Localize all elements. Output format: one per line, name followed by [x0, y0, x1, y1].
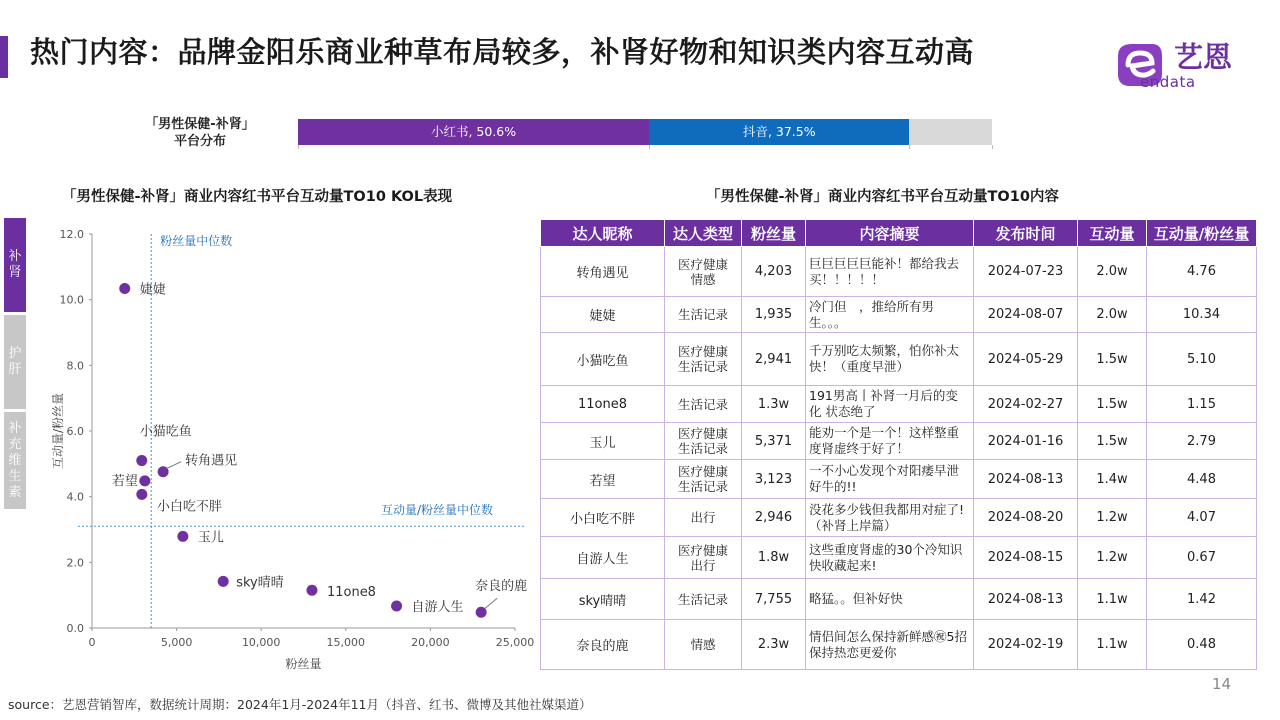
table-cell-type: 医疗健康 生活记录: [665, 423, 742, 460]
table-row: [541, 499, 1257, 537]
platform-bar-tick: [992, 145, 993, 149]
platform-segment-0: 小红书, 50.6%: [298, 119, 649, 145]
kol-point: [218, 576, 229, 587]
platform-distribution-label-line2: 平台分布: [173, 134, 226, 149]
table-cell-summary: 一不小心发现个对阳痿早泄好牛的!!: [806, 460, 974, 499]
table-header-cell: 互动量/粉丝量: [1147, 220, 1257, 247]
x-tick-label: 25,000: [495, 636, 535, 649]
table-header-cell: 粉丝量: [742, 220, 806, 247]
table-cell-summary: 能劝一个是一个！这样整重度肾虚终于好了！: [806, 423, 974, 460]
table-cell-type: 医疗健康 情感: [665, 247, 742, 297]
table-cell-summary: 巨巨巨巨巨能补！都给我去买！！！！！: [806, 247, 974, 297]
table-cell-summary: 这些重度肾虚的30个冷知识快收藏起来!: [806, 537, 974, 579]
kol-point-label: 11one8: [326, 585, 376, 601]
table-cell-date: 2024-08-13: [974, 460, 1078, 499]
kol-point-label: 小猫吃鱼: [139, 424, 192, 440]
table-cell-interact: 1.5w: [1078, 386, 1147, 423]
kol-point: [476, 607, 487, 618]
platform-bar-tick: [909, 145, 910, 149]
table-cell-fans: 2,946: [742, 499, 806, 537]
table-cell-fans: 1.3w: [742, 386, 806, 423]
kol-point-label: 小白吃不胖: [156, 499, 222, 515]
table-cell-type: 医疗健康 生活记录: [665, 333, 742, 386]
table-row: [541, 423, 1257, 460]
page-title: 热门内容：品牌金阳乐商业种草布局较多，补肾好物和知识类内容互动高: [30, 35, 975, 69]
source-note: source：艺恩营销智库，数据统计周期：2024年1月-2024年11月（抖音、红书、微博及其他社媒渠道）: [8, 697, 592, 712]
table-cell-ratio: 0.67: [1147, 537, 1257, 579]
table-row: [541, 579, 1257, 620]
table-cell-date: 2024-08-15: [974, 537, 1078, 579]
kol-point: [119, 283, 130, 294]
y-tick-label: 10.0: [59, 293, 84, 307]
platform-segment-1: 抖音, 37.5%: [649, 119, 909, 145]
table-cell-fans: 2,941: [742, 333, 806, 386]
table-cell-name: 奈良的鹿: [541, 620, 665, 670]
kol-point: [139, 475, 150, 486]
table-row: [541, 460, 1257, 499]
table-row: [541, 333, 1257, 386]
table-cell-summary: 情侣间怎么保持新鲜感㊗5招保持热恋更爱你: [806, 620, 974, 670]
table-row: [541, 386, 1257, 423]
table-cell-interact: 1.2w: [1078, 537, 1147, 579]
table-cell-summary: 没花多少钱但我都用对症了!（补肾上岸篇）: [806, 499, 974, 537]
table-row: [541, 620, 1257, 670]
y-tick-label: 2.0: [66, 556, 84, 570]
table-header-row: [541, 220, 1257, 247]
table-cell-date: 2024-08-07: [974, 297, 1078, 333]
table-cell-type: 生活记录: [665, 579, 742, 620]
y-tick-label: 6.0: [66, 425, 84, 438]
table-cell-name: 11one8: [541, 386, 665, 423]
table-cell-name: 自游人生: [541, 537, 665, 579]
table-cell-date: 2024-02-27: [974, 386, 1078, 423]
kol-label-leader: [166, 462, 181, 469]
table-cell-fans: 2.3w: [742, 620, 806, 670]
platform-distribution-bar: [298, 119, 992, 145]
title-accent-bar: [0, 36, 8, 78]
table-cell-fans: 1,935: [742, 297, 806, 333]
table-cell-name: 婕婕: [541, 297, 665, 333]
table-cell-name: 小白吃不胖: [541, 499, 665, 537]
table-title: 「男性保健-补肾」商业内容红书平台互动量TO10内容: [706, 189, 1059, 205]
x-tick-label: 0: [88, 636, 96, 649]
table-header-cell: 达人昵称: [541, 220, 665, 247]
table-cell-ratio: 4.48: [1147, 460, 1257, 499]
median-fans-label: 粉丝量中位数: [160, 234, 233, 248]
kol-point-label: 婕婕: [139, 282, 166, 298]
table-cell-date: 2024-05-29: [974, 333, 1078, 386]
scatter-title: 「男性保健-补肾」商业内容红书平台互动量TO10 KOL表现: [62, 189, 453, 205]
category-tabs: [4, 218, 26, 512]
y-tick-label: 0.0: [66, 622, 84, 635]
x-tick-label: 20,000: [411, 636, 450, 649]
table-cell-interact: 1.5w: [1078, 423, 1147, 460]
table-cell-fans: 3,123: [742, 460, 806, 499]
table-cell-date: 2024-08-13: [974, 579, 1078, 620]
table-cell-ratio: 1.15: [1147, 386, 1257, 423]
table-cell-ratio: 1.42: [1147, 579, 1257, 620]
platform-segment-2: [909, 119, 992, 145]
x-tick-label: 5,000: [160, 636, 193, 649]
logo-subtitle: endata: [1140, 73, 1196, 91]
table-cell-ratio: 5.10: [1147, 333, 1257, 386]
table-cell-summary: 千万别吃太频繁，怕你补太快！（重度早泄）: [806, 333, 974, 386]
x-tick-label: 10,000: [241, 636, 281, 649]
table-cell-type: 生活记录: [665, 297, 742, 333]
kol-point-label: 玉儿: [197, 530, 224, 546]
table-cell-date: 2024-01-16: [974, 423, 1078, 460]
table-cell-ratio: 2.79: [1147, 423, 1257, 460]
platform-distribution-label-line1: 「男性保健-补肾」: [145, 117, 255, 132]
table-header-cell: 内容摘要: [806, 220, 974, 247]
table-cell-type: 出行: [665, 499, 742, 537]
table-cell-interact: 1.5w: [1078, 333, 1147, 386]
top10-content-table: [540, 219, 1257, 670]
page-number: 14: [1212, 675, 1232, 693]
category-tab-1[interactable]: 护 肝: [4, 315, 26, 409]
table-cell-name: 小猫吃鱼: [541, 333, 665, 386]
table-cell-name: 转角遇见: [541, 247, 665, 297]
table-cell-interact: 2.0w: [1078, 297, 1147, 333]
table-cell-ratio: 4.76: [1147, 247, 1257, 297]
kol-point: [177, 531, 188, 542]
table-cell-date: 2024-07-23: [974, 247, 1078, 297]
y-tick-label: 12.0: [59, 228, 84, 241]
kol-point-label: 若望: [111, 473, 138, 489]
table-header-cell: 达人类型: [665, 220, 742, 247]
table-cell-type: 医疗健康 生活记录: [665, 460, 742, 499]
table-cell-type: 医疗健康 出行: [665, 537, 742, 579]
category-tab-0[interactable]: 补 肾: [4, 218, 26, 312]
kol-point: [136, 489, 147, 500]
table-cell-interact: 1.4w: [1078, 460, 1147, 499]
category-tab-2[interactable]: 补 充 维 生 素: [4, 412, 26, 509]
table-cell-date: 2024-08-20: [974, 499, 1078, 537]
table-cell-interact: 1.2w: [1078, 499, 1147, 537]
table-cell-summary: 冷门但 ，推给所有男生。。。: [806, 297, 974, 333]
table-row: [541, 247, 1257, 297]
table-header-cell: 发布时间: [974, 220, 1078, 247]
table-cell-fans: 5,371: [742, 423, 806, 460]
kol-point-label: sky晴晴: [236, 575, 284, 591]
y-axis-title: 互动量/粉丝量: [51, 392, 65, 470]
table-cell-interact: 1.1w: [1078, 620, 1147, 670]
x-axis-title: 粉丝量: [285, 657, 322, 671]
table-cell-fans: 7,755: [742, 579, 806, 620]
platform-bar-tick: [649, 145, 650, 149]
table-cell-type: 生活记录: [665, 386, 742, 423]
kol-point-label: 转角遇见: [185, 453, 238, 469]
y-tick-label: 8.0: [66, 359, 84, 373]
table-cell-type: 情感: [665, 620, 742, 670]
table-row: [541, 537, 1257, 579]
table-row: [541, 297, 1257, 333]
table-cell-ratio: 0.48: [1147, 620, 1257, 670]
kol-point-label: 奈良的鹿: [475, 579, 528, 595]
kol-point: [306, 585, 317, 596]
table-header-cell: 互动量: [1078, 220, 1147, 247]
platform-distribution-label: [130, 116, 270, 150]
x-tick-label: 15,000: [326, 636, 366, 649]
table-cell-name: 若望: [541, 460, 665, 499]
platform-bar-tick: [298, 145, 299, 149]
median-ratio-label: 互动量/粉丝量中位数: [380, 503, 493, 518]
logo-name: 艺恩: [1174, 40, 1233, 74]
table-cell-interact: 2.0w: [1078, 247, 1147, 297]
kol-point: [391, 601, 402, 612]
table-cell-name: 玉儿: [541, 423, 665, 460]
table-cell-date: 2024-02-19: [974, 620, 1078, 670]
table-cell-fans: 4,203: [742, 247, 806, 297]
table-cell-interact: 1.1w: [1078, 579, 1147, 620]
kol-label-leader: [485, 598, 497, 608]
kol-point-label: 自游人生: [411, 600, 464, 616]
table-cell-ratio: 4.07: [1147, 499, 1257, 537]
table-cell-name: sky晴晴: [541, 579, 665, 620]
table-cell-summary: 略猛。。但补好快: [806, 579, 974, 620]
kol-scatter-chart: [40, 215, 535, 675]
table-cell-ratio: 10.34: [1147, 297, 1257, 333]
table-cell-summary: 191男高丨补肾一月后的变化 状态绝了: [806, 386, 974, 423]
kol-point: [136, 455, 147, 466]
y-tick-label: 4.0: [66, 490, 84, 504]
table-cell-fans: 1.8w: [742, 537, 806, 579]
